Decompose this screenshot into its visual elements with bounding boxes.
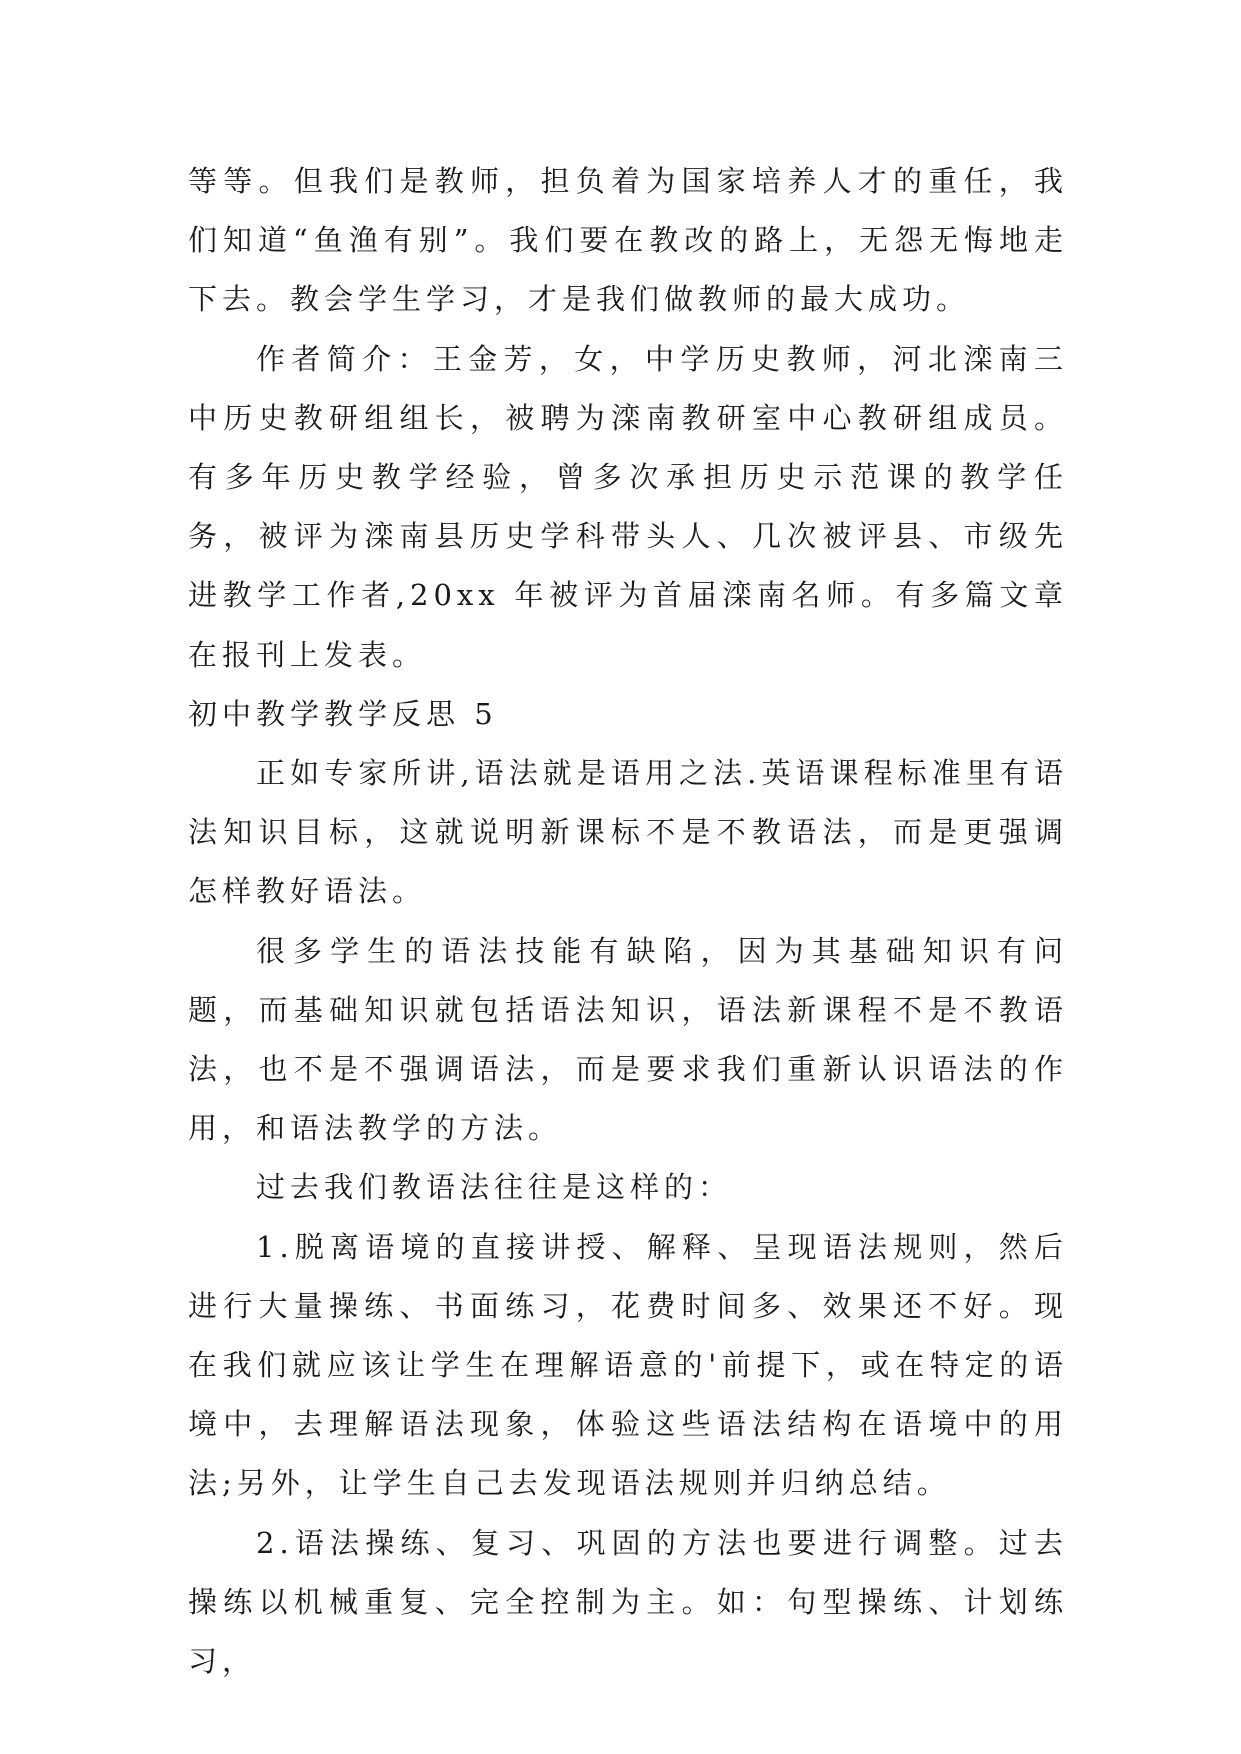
body-paragraph: 等等。但我们是教师，担负着为国家培养人才的重任，我们知道“鱼渔有别”。我们要在教改的路上，无怨无悔地走下去。教会学生学习，才是我们做教师的最大成功。 bbox=[188, 164, 1068, 317]
body-paragraph: 过去我们教语法往往是这样的： bbox=[256, 1170, 733, 1205]
section-heading: 初中教学教学反思 5 bbox=[188, 696, 498, 731]
list-item-paragraph: 2.语法操练、复习、巩固的方法也要进行调整。过去操练以机械重复、完全控制为主。如：句型操练、计划练习， bbox=[188, 1525, 1068, 1679]
body-paragraph: 正如专家所讲,语法就是语用之法.英语课程标准里有语法知识目标，这就说明新课标不是不教语法，而是更强调怎样教好语法。 bbox=[188, 756, 1068, 909]
document-body bbox=[188, 152, 1068, 1691]
body-paragraph: 很多学生的语法技能有缺陷，因为其基础知识有问题，而基础知识就包括语法知识，语法新课程不是不教语法，也不是不强调语法，而是要求我们重新认识语法的作用，和语法教学的方法。 bbox=[188, 933, 1068, 1146]
list-item-paragraph: 1.脱离语境的直接讲授、解释、呈现语法规则，然后进行大量操练、书面练习，花费时间多、效果还不好。现在我们就应该让学生在理解语意的'前提下，或在特定的语境中，去理解语法现象，体验这些语法结构在语境中的用法;另外，让学生自己去发现语法规则并归纳总结。 bbox=[188, 1229, 1068, 1501]
author-bio-paragraph: 作者简介：王金芳，女，中学历史教师，河北滦南三中历史教研组组长，被聘为滦南教研室中心教研组成员。有多年历史教学经验，曾多次承担历史示范课的教学任务，被评为滦南县历史学科带头人、几次被评县、市级先进教学工作者,20xx 年被评为首届滦南名师。有多篇文章在报刊上发表。 bbox=[188, 341, 1068, 672]
